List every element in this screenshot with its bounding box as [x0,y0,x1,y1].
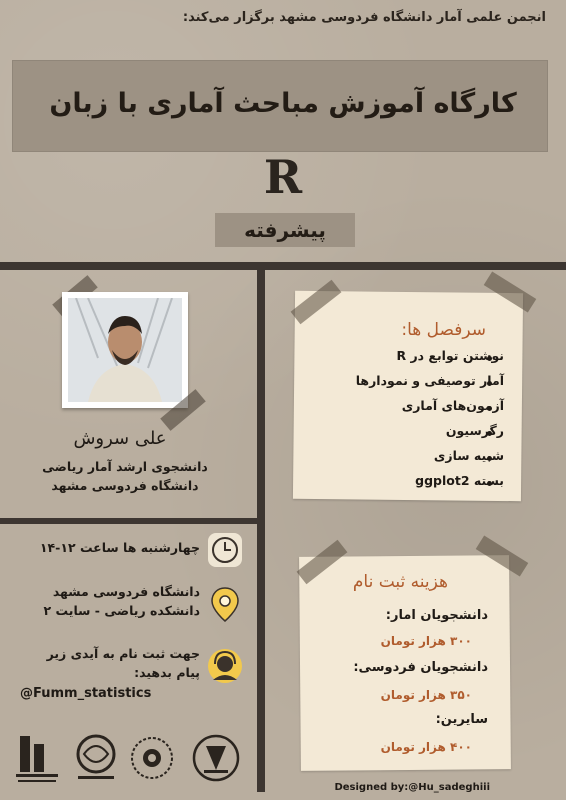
divider-horizontal [0,262,566,270]
syllabus-item: نوشتن توابع در R [396,348,504,363]
workshop-title: کارگاه آموزش مباحث آماری با زبان [49,88,517,119]
divider-left-section [0,518,265,524]
fees-heading: هزینه ثبت نام [352,572,448,592]
location-line1: دانشگاه فردوسی مشهد [52,584,200,599]
register-line2: پیام بدهید: [134,665,200,680]
syllabus-item: آمار توصیفی و نمودارها [355,373,504,388]
instructor-photo-image [68,298,182,402]
student-affairs-logo [124,730,180,786]
ferdowsi-university-logo [8,730,64,786]
level-label: پیشرفته [244,218,326,242]
divider-vertical [257,262,265,792]
location-pin-icon [205,584,245,624]
syllabus-heading: سرفصل ها: [401,320,486,340]
r-language-letter: R [263,150,303,204]
instructor-photo [62,292,188,408]
instructor-university: دانشگاه فردوسی مشهد [51,478,199,493]
fee-group-label: سایرین: [435,712,488,727]
clock-icon [205,530,245,570]
designer-credit: Designed by:@Hu_sadeghiii [334,782,490,793]
fee-group-label: دانشجویان فردوسی: [353,660,488,675]
location-line2: دانشکده ریاضی - سایت ۲ [43,603,200,618]
statistics-association-logo [68,730,124,786]
fee-price: ۳۰۰ هزار تومان [380,634,472,648]
mathematics-faculty-logo [188,730,244,786]
fee-price: ۳۵۰ هزار تومان [380,688,472,702]
instructor-degree: دانشجوی ارشد آمار ریاضی [42,459,208,474]
syllabus-item: آزمون‌های آماری [401,398,504,413]
organizer-line: انجمن علمی آمار دانشگاه فردوسی مشهد برگزار می‌کند: [182,10,546,25]
fee-price: ۴۰۰ هزار تومان [380,740,472,754]
syllabus-item: بسته ggplot2 [415,473,504,488]
support-headset-icon [205,646,245,686]
syllabus-item: رگرسیون [445,423,504,438]
instructor-name: علی سروش [73,428,167,449]
fee-group-label: دانشجویان امار: [385,608,488,623]
contact-handle[interactable]: @Fumm_statistics [20,686,152,701]
register-line1: جهت ثبت نام به آیدی زیر [46,646,200,661]
syllabus-item: شبیه سازی [433,448,504,463]
schedule-text: چهارشنبه ها ساعت ۱۲-۱۴ [39,540,200,555]
